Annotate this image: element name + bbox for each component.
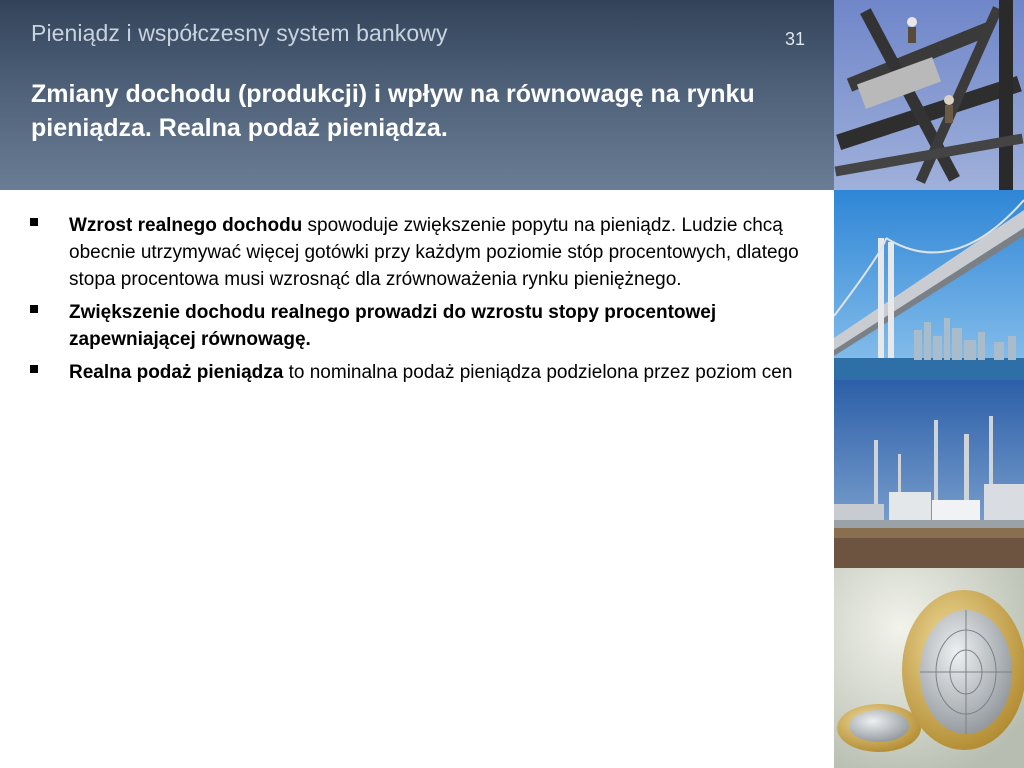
suspension-bridge-city-skyline-photo-icon bbox=[834, 190, 1024, 380]
square-bullet-icon bbox=[30, 305, 38, 313]
slide-number: 31 bbox=[785, 29, 806, 49]
bullet-bold-text: Zwiększenie dochodu realnego prowadzi do wzrostu stopy procentowej zapewniającej równowagę. bbox=[69, 302, 717, 350]
bridge-photo bbox=[834, 190, 1024, 380]
photo-column bbox=[834, 0, 1024, 768]
slide-heading: Zmiany dochodu (produkcji) i wpływ na równowagę na rynku pieniądza. Realna podaż pieniądza. bbox=[31, 80, 755, 142]
bullet-list bbox=[30, 212, 815, 392]
construction-photo bbox=[834, 0, 1024, 190]
bullet-item bbox=[30, 299, 815, 353]
bullet-text: to nominalna podaż pieniądza podzielona przez poziom cen bbox=[283, 362, 793, 383]
coins-photo bbox=[834, 568, 1024, 768]
bullet-bold-text: Realna podaż pieniądza bbox=[69, 362, 284, 383]
bullet-item bbox=[30, 212, 815, 293]
bullet-bold-text: Wzrost realnego dochodu bbox=[69, 215, 303, 236]
course-title: Pieniądz i współczesny system bankowy bbox=[31, 20, 448, 46]
slide-header bbox=[0, 0, 834, 190]
square-bullet-icon bbox=[30, 218, 38, 226]
construction-workers-steel-beams-photo-icon bbox=[834, 0, 1024, 190]
bimetallic-coins-photo-icon bbox=[834, 568, 1024, 768]
bullet-text: spowoduje zwiększenie popytu na pieniądz. Ludzie chcą obecnie utrzymywać więcej gotówki przy każdym poziomie stóp procentowych, dlatego stopa procentowa musi wzrosnąć dla zrównoważenia rynku pieniężnego. bbox=[69, 215, 799, 290]
bullet-item bbox=[30, 359, 815, 386]
square-bullet-icon bbox=[30, 365, 38, 373]
refinery-photo bbox=[834, 380, 1024, 568]
industrial-refinery-tanks-photo-icon bbox=[834, 380, 1024, 568]
